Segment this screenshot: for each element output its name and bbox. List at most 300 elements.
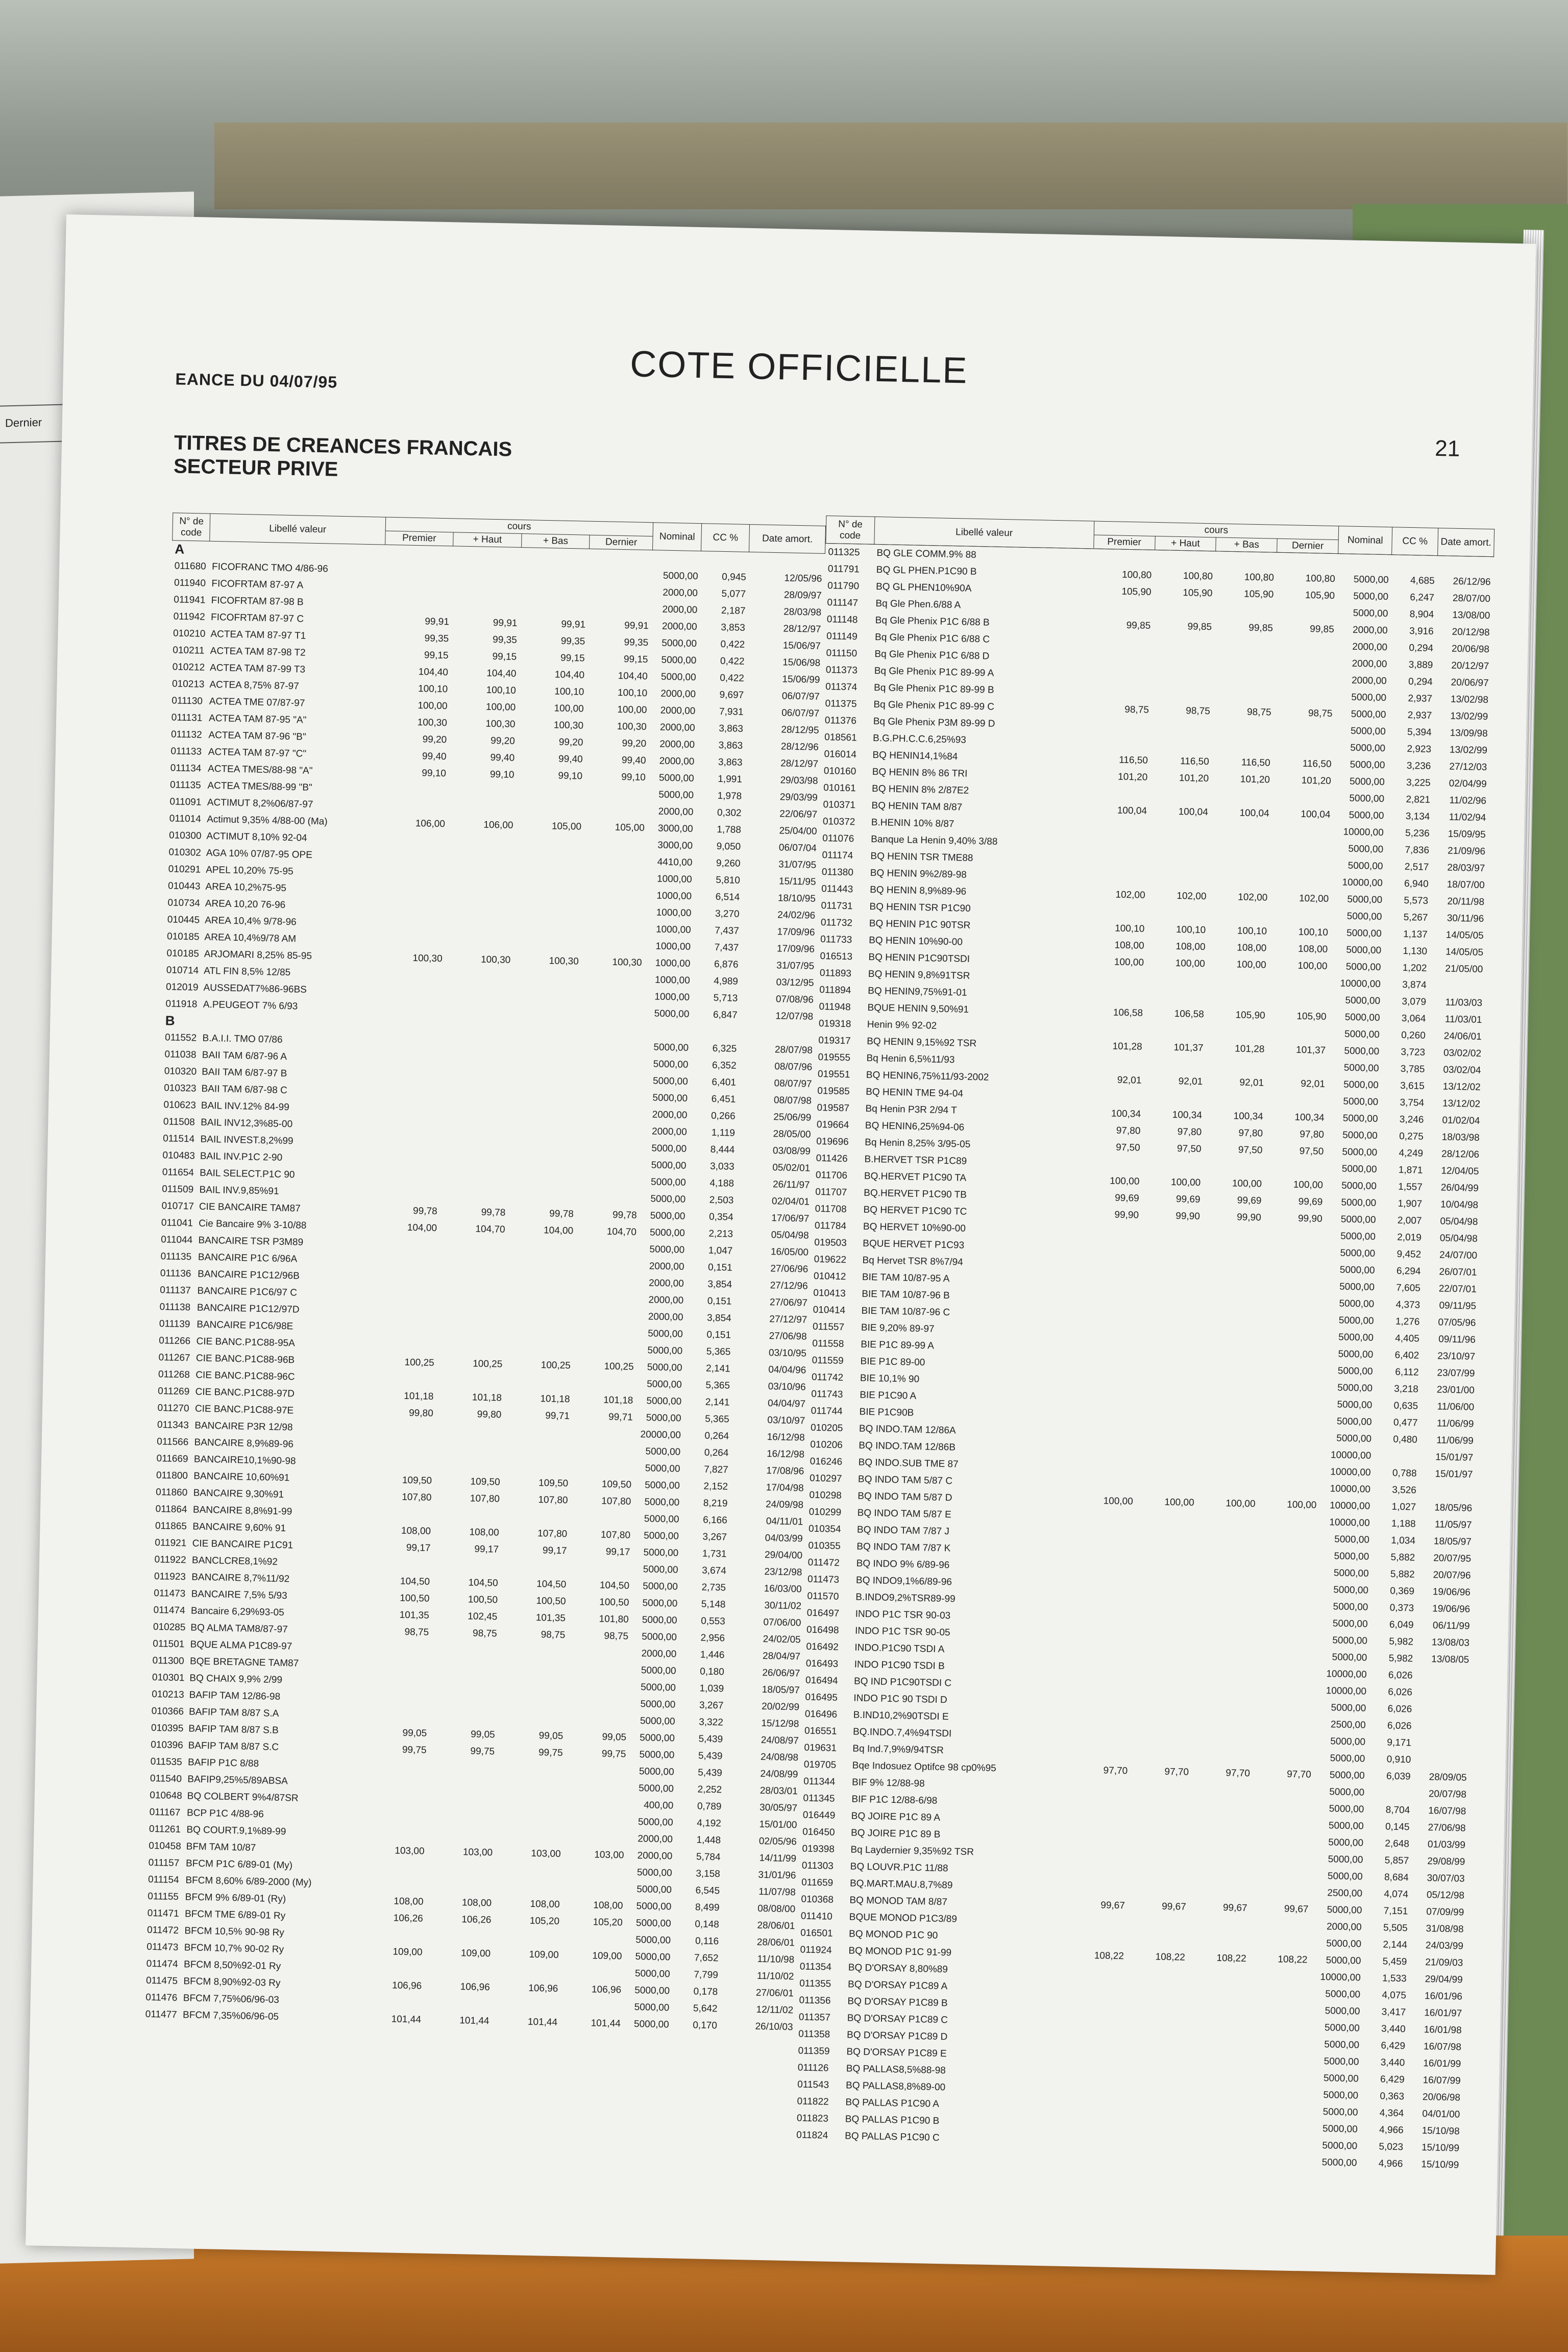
cell-premier: 116,50 (1119, 754, 1148, 766)
cell-code: 011014 (169, 813, 201, 825)
cell-dernier: 100,25 (604, 1361, 634, 1373)
cell-libelle: BQ CHAIX 9,9% 2/99 (189, 1672, 283, 1685)
cell-libelle: BANCAIRE P1C 6/96A (198, 1252, 298, 1264)
cell-haut (1138, 1342, 1200, 1360)
cell-haut: 100,30 (480, 954, 511, 966)
cell-bas: 99,67 (1222, 1902, 1247, 1914)
cell-libelle: BQ PALLAS8,5%88-98 (846, 2063, 946, 2076)
cell-cc: 0,789 (697, 1800, 722, 1812)
cell-cc: 2,152 (703, 1481, 728, 1492)
cell-cc: 7,827 (703, 1464, 728, 1476)
cell-dernier (1271, 822, 1333, 840)
cell-haut (1148, 837, 1210, 854)
cell-premier: 105,90 (1121, 586, 1152, 598)
cell-libelle: BQ HENIN 9%2/89-98 (870, 867, 967, 880)
cell-haut (1139, 1291, 1201, 1309)
cell-libelle: BAFIP TAM 8/87 S.C (188, 1739, 279, 1753)
cell-bas (1186, 2017, 1248, 2035)
cell-libelle: BANCAIRE 9,30%91 (193, 1487, 284, 1500)
cell-dernier (580, 1004, 643, 1022)
cell-bas (1184, 2135, 1245, 2152)
cell-nominal: 5000,00 (658, 772, 694, 784)
cell-libelle: BAII TAM 6/87-96 A (202, 1049, 287, 1062)
cell-cc: 1,788 (717, 824, 742, 836)
cell-date: 11/06/99 (1436, 1417, 1474, 1430)
cell-nominal: 5000,00 (1339, 1297, 1375, 1310)
cell-code: 010160 (823, 765, 856, 777)
cell-date: 30/11/96 (1447, 913, 1484, 924)
cell-code: 010212 (172, 661, 205, 673)
cell-dernier (1255, 1647, 1316, 1665)
cell-haut (1149, 786, 1211, 804)
cell-premier (370, 1286, 438, 1304)
cell-premier (1063, 2048, 1125, 2066)
cell-cc: 0,170 (693, 2019, 718, 2031)
cell-code: 011138 (159, 1301, 191, 1313)
cell-haut: 100,30 (485, 718, 516, 730)
cell-nominal: 5000,00 (1341, 1180, 1377, 1192)
cell-code: 011865 (155, 1520, 187, 1532)
cell-cc: 1,137 (1403, 928, 1428, 940)
cell-haut (1130, 1779, 1191, 1797)
cell-libelle: BQ INDO.TAM 12/86B (859, 1440, 956, 1453)
cell-cc: 1,027 (1391, 1501, 1416, 1513)
cell-libelle: BQ HENIN6,25%94-06 (865, 1120, 965, 1133)
cell-nominal: 5000,00 (1348, 860, 1383, 872)
cell-libelle: BQ HENIN9,75%91-01 (868, 985, 967, 998)
cell-code: 019585 (817, 1085, 850, 1097)
cell-date: 25/04/00 (779, 825, 817, 837)
cell-cc: 3,785 (1400, 1063, 1425, 1075)
cell-libelle: B.IND10,2%90TSDI E (853, 1709, 949, 1722)
cell-nominal: 5000,00 (647, 1344, 683, 1357)
cell-nominal: 5000,00 (646, 1412, 681, 1424)
cell-dernier (1266, 1092, 1328, 1110)
cell-code: 010355 (808, 1540, 841, 1552)
cell-code: 011823 (796, 2112, 829, 2124)
cell-code: 010205 (810, 1422, 843, 1434)
cell-libelle: ACTEA TAM 87-96 "B" (208, 729, 306, 743)
cell-dernier (581, 937, 645, 954)
cell-cc: 9,697 (719, 689, 744, 701)
cell-bas: 105,90 (1243, 588, 1274, 600)
cell-nominal: 5000,00 (644, 1496, 680, 1508)
cell-libelle: BQ INDO 9% 6/89-96 (856, 1558, 950, 1571)
cell-dernier: 101,44 (591, 2017, 621, 2029)
cell-bas: 100,30 (553, 719, 584, 731)
cell-dernier (1264, 1159, 1326, 1177)
cell-bas (511, 1053, 579, 1071)
cell-cc: 6,026 (1388, 1670, 1413, 1681)
cell-dernier (578, 1121, 641, 1139)
cell-code: 010185 (166, 930, 200, 943)
cell-code: 010648 (150, 1790, 182, 1801)
cell-libelle: BQ PALLAS P1C90 A (845, 2096, 940, 2110)
cell-code: 011941 (174, 594, 206, 606)
cell-bas (1185, 2067, 1247, 2085)
cell-bas (513, 935, 582, 953)
cell-nominal: 5000,00 (1343, 1079, 1379, 1091)
cell-code: 016501 (800, 1927, 833, 1939)
cell-bas (511, 1036, 580, 1055)
cell-cc: 1,448 (696, 1834, 721, 1846)
section-heading (174, 431, 512, 484)
cell-bas (521, 565, 589, 583)
header-date: Date amort. (749, 524, 826, 553)
cell-code: 011708 (815, 1203, 847, 1215)
cell-haut (1148, 870, 1210, 888)
cell-premier (1069, 1745, 1131, 1762)
cell-code (793, 2143, 842, 2161)
cell-date: 24/07/00 (1439, 1249, 1478, 1261)
cell-dernier: 99,71 (608, 1411, 633, 1423)
cell-premier: 99,20 (422, 733, 447, 745)
cell-nominal: 5000,00 (636, 1900, 672, 1912)
cell-cc: 6,166 (703, 1514, 727, 1526)
cell-libelle: BQ INDO9,1%6/89-96 (855, 1575, 952, 1587)
cell-premier: 99,78 (412, 1205, 437, 1217)
cell-date: 17/06/97 (771, 1212, 810, 1224)
cell-dernier (1262, 1260, 1324, 1278)
cell-haut (1124, 2066, 1186, 2084)
cell-haut (1123, 2116, 1185, 2134)
cell-cc: 3,754 (1400, 1097, 1425, 1109)
cell-date: 15/10/98 (1422, 2125, 1460, 2137)
cell-premier (1088, 818, 1149, 836)
cell-libelle: ARJOMARI 8,25% 85-95 (204, 948, 312, 962)
cell-dernier: 99,90 (1297, 1213, 1322, 1224)
cell-code: 011784 (814, 1220, 847, 1232)
cell-dernier (1275, 637, 1337, 655)
cell-premier (369, 1336, 437, 1355)
cell-cc: 6,112 (1395, 1366, 1419, 1378)
cell-date: 16/05/00 (770, 1246, 809, 1258)
cell-dernier: 106,96 (591, 1983, 622, 1996)
cell-dernier (561, 1964, 624, 1981)
cell-haut (1128, 1864, 1190, 1881)
cell-code: 011473 (154, 1587, 186, 1599)
cell-code: 011566 (157, 1436, 189, 1448)
cell-premier: 99,35 (424, 632, 449, 644)
cell-bas (1188, 1916, 1250, 1933)
cell-premier: 100,00 (1110, 1175, 1140, 1187)
cell-premier (378, 865, 447, 884)
cell-dernier (1257, 1529, 1319, 1547)
cell-dernier (582, 886, 646, 904)
cell-nominal: 1000,00 (656, 890, 692, 902)
cell-dernier (578, 1105, 641, 1122)
cell-date: 27/06/01 (755, 1987, 794, 1999)
cell-date: 28/07/00 (1452, 593, 1491, 604)
cell-nominal: 5000,00 (1353, 607, 1388, 619)
cell-nominal: 5000,00 (650, 1193, 686, 1205)
cell-date: 17/04/98 (766, 1482, 804, 1493)
cell-date: 22/06/97 (779, 808, 818, 820)
cell-code: 011132 (170, 728, 202, 741)
cell-dernier: 109,50 (601, 1479, 632, 1490)
cell-premier (373, 1117, 442, 1136)
cell-bas (1193, 1646, 1255, 1664)
cell-bas: 101,18 (540, 1393, 570, 1405)
cell-date: 15/12/98 (761, 1718, 799, 1729)
cell-bas (495, 1828, 564, 1846)
cell-nominal: 10000,00 (1340, 977, 1381, 990)
cell-code: 010443 (167, 880, 201, 892)
cell-cc: 5,023 (1379, 2141, 1404, 2152)
cell-premier: 104,40 (418, 666, 449, 678)
cell-haut: 98,75 (472, 1628, 497, 1639)
cell-code: 011743 (811, 1388, 843, 1400)
cell-premier (1076, 1408, 1138, 1426)
cell-cc: 0,151 (707, 1262, 732, 1273)
cell-nominal: 5000,00 (1342, 1130, 1378, 1141)
cell-haut (1128, 1880, 1189, 1898)
cell-date: 28/07/98 (774, 1044, 813, 1056)
cell-date: 20/12/97 (1451, 660, 1489, 672)
cell-bas (1191, 1781, 1253, 1799)
cell-haut: 109,50 (470, 1476, 500, 1488)
cell-premier: 100,04 (1117, 805, 1147, 817)
cell-haut (1151, 719, 1213, 737)
cell-dernier: 99,75 (601, 1748, 626, 1760)
cell-premier: 100,34 (1111, 1108, 1141, 1120)
cell-premier (365, 1505, 434, 1523)
cell-date: 15/01/00 (759, 1819, 797, 1830)
cell-date (1415, 1684, 1472, 1702)
cell-nominal: 2000,00 (662, 621, 697, 632)
cell-libelle: FICOFRTAM 87-98 B (211, 595, 304, 607)
cell-code: 016498 (806, 1624, 839, 1636)
cell-premier: 101,18 (404, 1390, 434, 1402)
cell-premier (359, 1808, 428, 1826)
cell-dernier (1252, 1799, 1313, 1817)
cell-bas: 100,50 (536, 1595, 566, 1607)
cell-date: 27/06/96 (770, 1263, 808, 1275)
cell-bas (1196, 1528, 1258, 1546)
cell-premier (384, 562, 453, 580)
cell-libelle: BAFIP TAM 8/87 S.A (188, 1706, 279, 1719)
cell-haut: 100,00 (1164, 1497, 1194, 1508)
cell-premier: 108,22 (1094, 1950, 1124, 1962)
cell-premier (1062, 2115, 1123, 2133)
cell-date: 03/10/97 (767, 1414, 805, 1427)
cell-cc: 9,050 (716, 841, 741, 852)
cell-premier: 104,00 (407, 1222, 437, 1234)
cell-premier (1071, 1644, 1133, 1661)
cell-cc: 3,863 (718, 756, 743, 768)
cell-dernier: 100,00 (1287, 1499, 1317, 1511)
cell-cc: 6,514 (715, 891, 740, 903)
cell-haut (452, 580, 521, 598)
cell-libelle: BAII TAM 6/87-97 B (202, 1066, 287, 1079)
cell-date: 27/06/98 (769, 1330, 807, 1342)
cell-premier (1068, 1795, 1130, 1813)
cell-code: 011669 (156, 1453, 188, 1464)
cell-premier: 99,10 (422, 767, 447, 779)
cell-date (1415, 1668, 1472, 1685)
cell-bas (1187, 1983, 1248, 2001)
cell-bas: 101,44 (527, 2016, 558, 2028)
cell-premier (1062, 2081, 1124, 2099)
cell-bas: 98,75 (541, 1629, 566, 1640)
cell-code: 011357 (798, 2012, 831, 2023)
cell-code: 011824 (796, 2129, 828, 2141)
cell-cc: 2,517 (1404, 861, 1429, 873)
cell-cc: 5,439 (698, 1750, 723, 1761)
cell-dernier: 99,78 (612, 1209, 637, 1221)
cell-nominal: 2000,00 (659, 722, 695, 733)
cell-premier: 97,50 (1115, 1142, 1140, 1154)
cell-nominal: 5000,00 (1332, 1634, 1368, 1647)
cell-haut (430, 1658, 499, 1676)
cell-bas (1194, 1596, 1256, 1613)
cell-libelle: INDO P1C 90 TSDI D (853, 1693, 947, 1705)
cell-premier (378, 899, 446, 917)
cell-haut (1129, 1813, 1191, 1831)
cell-date: 03/02/02 (1443, 1047, 1482, 1059)
cell-cc: 3,889 (1408, 659, 1433, 671)
cell-bas (1213, 686, 1275, 704)
cell-bas (1215, 551, 1277, 570)
cell-dernier (562, 1879, 626, 1897)
cell-cc: 3,916 (1409, 625, 1434, 637)
cell-nominal: 1000,00 (656, 873, 692, 885)
cell-dernier (1247, 2001, 1309, 2019)
cell-date: 26/07/01 (1439, 1266, 1477, 1278)
cell-libelle: BANCAIRE P3R 12/98 (194, 1420, 293, 1433)
cell-dernier: 100,10 (617, 687, 648, 699)
cell-libelle: BFCM 8,60% 6/89-2000 (My) (185, 1874, 312, 1888)
cell-code: 010366 (151, 1705, 184, 1717)
cell-nominal: 2000,00 (651, 1125, 688, 1138)
cell-premier (1065, 1964, 1126, 1981)
cell-code: 010483 (162, 1149, 195, 1161)
cell-haut: 108,00 (461, 1897, 492, 1908)
group-letter: B (165, 1013, 175, 1028)
cell-bas: 101,20 (1240, 773, 1270, 786)
cell-libelle: BQ D'ORSAY P1C89 A (847, 1978, 948, 1992)
cell-dernier: 104,40 (618, 670, 648, 682)
cell-bas (514, 901, 582, 920)
cell-haut (1133, 1645, 1194, 1662)
cell-cc: 0,635 (1393, 1400, 1418, 1412)
cell-bas (1200, 1309, 1262, 1327)
cell-code: 011374 (825, 681, 857, 693)
cell-haut (1130, 1796, 1191, 1814)
cell-haut: 108,22 (1155, 1951, 1185, 1963)
cell-cc: 1,039 (699, 1682, 724, 1694)
cell-date: 28/09/05 (1429, 1771, 1467, 1783)
cell-cc: 0,302 (717, 807, 742, 819)
cell-dernier (564, 1812, 627, 1830)
cell-date: 24/09/98 (765, 1499, 804, 1510)
cell-bas: 104,00 (543, 1224, 574, 1236)
cell-code: 016495 (805, 1692, 838, 1703)
cell-cc: 6,026 (1387, 1703, 1412, 1714)
cell-cc: 8,219 (703, 1498, 728, 1509)
header-code: N° de code (826, 516, 875, 545)
cell-premier: 101,28 (1112, 1040, 1142, 1052)
background-shelf (214, 122, 1567, 209)
header-bas: + Bas (1216, 537, 1277, 552)
cell-date: 22/07/01 (1438, 1283, 1477, 1295)
cell-nominal: 5000,00 (1332, 1651, 1367, 1663)
cell-date: 23/07/99 (1437, 1367, 1475, 1379)
cell-nominal: 3000,00 (657, 839, 693, 851)
cell-cc: 5,505 (1383, 1922, 1408, 1933)
cell-libelle: BIE P1C 89-99 A (861, 1339, 935, 1352)
cell-bas (1202, 1242, 1263, 1260)
cell-date: 08/07/98 (773, 1094, 812, 1107)
cell-date: 04/03/99 (765, 1532, 803, 1544)
header-bas: + Bas (521, 534, 590, 549)
cell-haut (440, 1153, 509, 1171)
cell-code: 011300 (152, 1655, 184, 1667)
cell-dernier: 97,80 (1300, 1129, 1325, 1140)
cell-code: 010285 (153, 1621, 186, 1633)
cell-bas (1184, 2101, 1246, 2119)
cell-nominal: 4410,00 (657, 856, 693, 868)
cell-date: 04/01/00 (1422, 2108, 1460, 2120)
cell-code: 011167 (149, 1806, 181, 1818)
cell-dernier (560, 1997, 623, 2015)
cell-premier (1066, 1913, 1128, 1931)
cell-haut (1152, 685, 1213, 703)
cell-code: 011355 (799, 1978, 831, 1990)
cell-code: 011921 (155, 1537, 187, 1549)
cell-cc (1391, 555, 1438, 573)
cell-code: 011139 (159, 1318, 190, 1330)
cell-premier (1089, 734, 1151, 752)
page-title: COTE OFFICIELLE (629, 344, 969, 391)
cell-libelle: Bqe Indosuez Optifce 98 cp0%95 (852, 1760, 996, 1774)
cell-date: 11/10/98 (757, 1953, 795, 1965)
cell-date: 13/12/02 (1442, 1081, 1481, 1093)
cell-date: 02/04/01 (771, 1195, 810, 1208)
cell-bas: 98,75 (1246, 706, 1271, 718)
cell-nominal: 5000,00 (1322, 2106, 1358, 2118)
cell-premier (1070, 1694, 1132, 1712)
cell-code: 010301 (152, 1672, 185, 1683)
cell-cc: 5,236 (1405, 827, 1430, 839)
cell-haut (1125, 2015, 1187, 2033)
cell-date: 20/07/95 (1433, 1552, 1472, 1564)
cell-nominal: 5000,00 (643, 1563, 678, 1576)
cell-libelle: BQ D'ORSAY 8,80%89 (848, 1962, 948, 1975)
cell-premier (1079, 1273, 1140, 1291)
cell-cc: 5,713 (713, 992, 738, 1004)
cell-haut (442, 1102, 510, 1120)
cell-dernier (1252, 1816, 1313, 1833)
cell-bas (495, 1861, 563, 1880)
cell-cc: 9,260 (716, 857, 741, 869)
cell-code: 011041 (161, 1217, 193, 1229)
cell-date: 05/12/98 (1426, 1889, 1465, 1901)
cell-bas (512, 986, 581, 1004)
cell-nominal: 5000,00 (1333, 1584, 1369, 1596)
cell-dernier: 105,20 (593, 1916, 623, 1928)
cell-premier (1079, 1290, 1140, 1308)
section-title: TITRES DE CREANCES FRANCAIS (174, 431, 512, 461)
cell-dernier (1245, 2102, 1307, 2120)
cell-bas (493, 1962, 561, 1980)
cell-code: 011893 (819, 967, 852, 979)
cell-nominal: 5000,00 (1325, 2005, 1360, 2017)
cell-nominal: 5000,00 (635, 1917, 671, 1929)
cell-code: 011325 (828, 546, 860, 558)
cell-premier (366, 1437, 435, 1456)
cell-cc: 6,039 (1386, 1771, 1411, 1782)
